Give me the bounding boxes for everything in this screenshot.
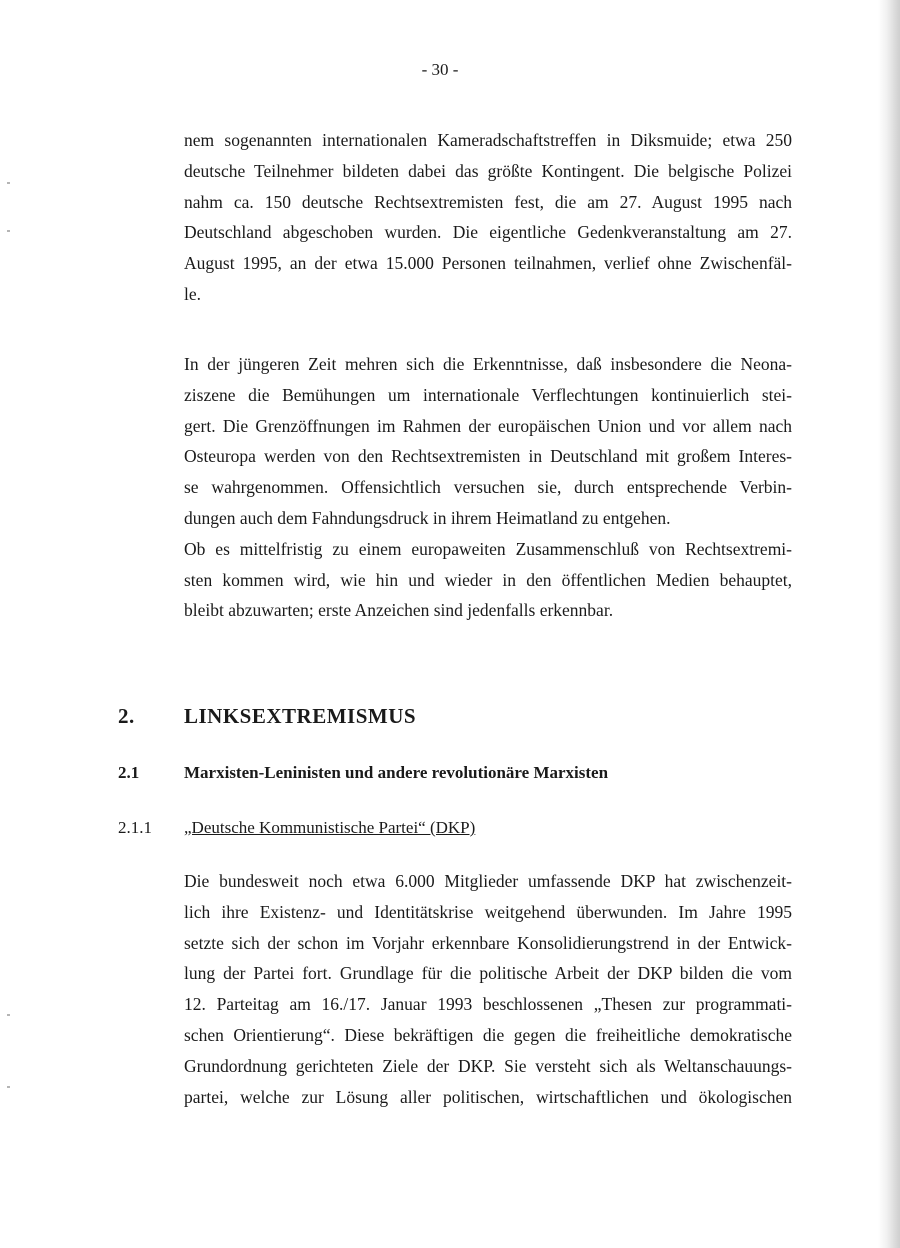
subsubsection-number: 2.1.1 <box>118 818 152 837</box>
subsection-heading <box>118 763 608 783</box>
paragraph-kameradschaftstreffen <box>184 125 792 310</box>
text-line: nahm ca. 150 deutsche Rechtsextremisten fest, die am 27. August 1995 nach <box>184 191 792 212</box>
text-line: Grundordnung gerichteten Ziele der DKP. Sie versteht sich als Weltanschauungs- <box>184 1055 792 1076</box>
text-line: Ob es mittelfristig zu einem europaweiten Zusammenschluß von Rechtsextremi- <box>184 538 792 559</box>
text-line: 12. Parteitag am 16./17. Januar 1993 beschlossenen „Thesen zur programmati- <box>184 994 792 1015</box>
text-line: setzte sich der schon im Vorjahr erkennbare Konsolidierungstrend in der Entwick- <box>184 932 792 953</box>
subsection-title: Marxisten-Leninisten und andere revolutionäre Marxisten <box>184 763 609 782</box>
text-line: sten kommen wird, wie hin und wieder in den öffentlichen Medien behauptet, <box>184 569 792 590</box>
scan-speck <box>7 1086 10 1088</box>
text-line: In der jüngeren Zeit mehren sich die Erkenntnisse, daß insbesondere die Neona- <box>184 354 792 374</box>
text-line: Osteuropa werden von den Rechtsextremisten in Deutschland mit großem Interes- <box>184 446 792 467</box>
text-line: partei, welche zur Lösung aller politischen, wirtschaftlichen und ökologischen <box>184 1086 792 1107</box>
text-line: Die bundesweit noch etwa 6.000 Mitglieder umfassende DKP hat zwischenzeit- <box>184 871 792 891</box>
text-line: lich ihre Existenz- und Identitätskrise weitgehend überwunden. Im Jahre 1995 <box>184 901 792 922</box>
page-number: - 30 - <box>421 60 459 79</box>
text-line: schen Orientierung“. Diese bekräftigen die gegen die freiheitliche demokratische <box>184 1024 792 1045</box>
text-line: bleibt abzuwarten; erste Anzeichen sind jedenfalls erkennbar. <box>184 600 614 621</box>
text-line: Deutschland abgeschoben wurden. Die eigentliche Gedenkveranstaltung am 27. <box>184 222 792 243</box>
text-line: dungen auch dem Fahndungsdruck in ihrem Heimatland zu entgehen. <box>184 507 671 528</box>
subsubsection-heading <box>118 818 475 838</box>
scan-edge-shadow <box>878 0 900 1248</box>
text-line: deutsche Teilnehmer bildeten dabei das größte Kontingent. Die belgische Polizei <box>184 160 792 181</box>
scan-speck <box>7 230 10 232</box>
text-line: ziszene die Bemühungen um internationale Verflechtungen kontinuierlich stei- <box>184 384 792 405</box>
section-number: 2. <box>118 704 135 728</box>
paragraph-neonaziszene <box>184 349 792 626</box>
text-line: lung der Partei fort. Grundlage für die politische Arbeit der DKP bilden die vom <box>184 963 792 984</box>
text-line: se wahrgenommen. Offensichtlich versuchen sie, durch entsprechende Verbin- <box>184 477 792 498</box>
text-line: le. <box>184 283 202 304</box>
text-line: nem sogenannten internationalen Kameradschaftstreffen in Diksmuide; etwa 250 <box>184 130 792 150</box>
text-line: August 1995, an der etwa 15.000 Personen teilnahmen, verlief ohne Zwischenfäl- <box>184 253 792 274</box>
scan-speck <box>7 1014 10 1016</box>
subsubsection-title: „Deutsche Kommunistische Partei“ (DKP) <box>184 818 476 837</box>
scan-speck <box>7 182 10 184</box>
section-title: LINKSEXTREMISMUS <box>184 704 417 728</box>
text-line: gert. Die Grenzöffnungen im Rahmen der europäischen Union und vor allem nach <box>184 415 792 436</box>
section-heading <box>118 704 416 729</box>
subsection-number: 2.1 <box>118 763 140 782</box>
paragraph-dkp <box>184 866 792 1112</box>
